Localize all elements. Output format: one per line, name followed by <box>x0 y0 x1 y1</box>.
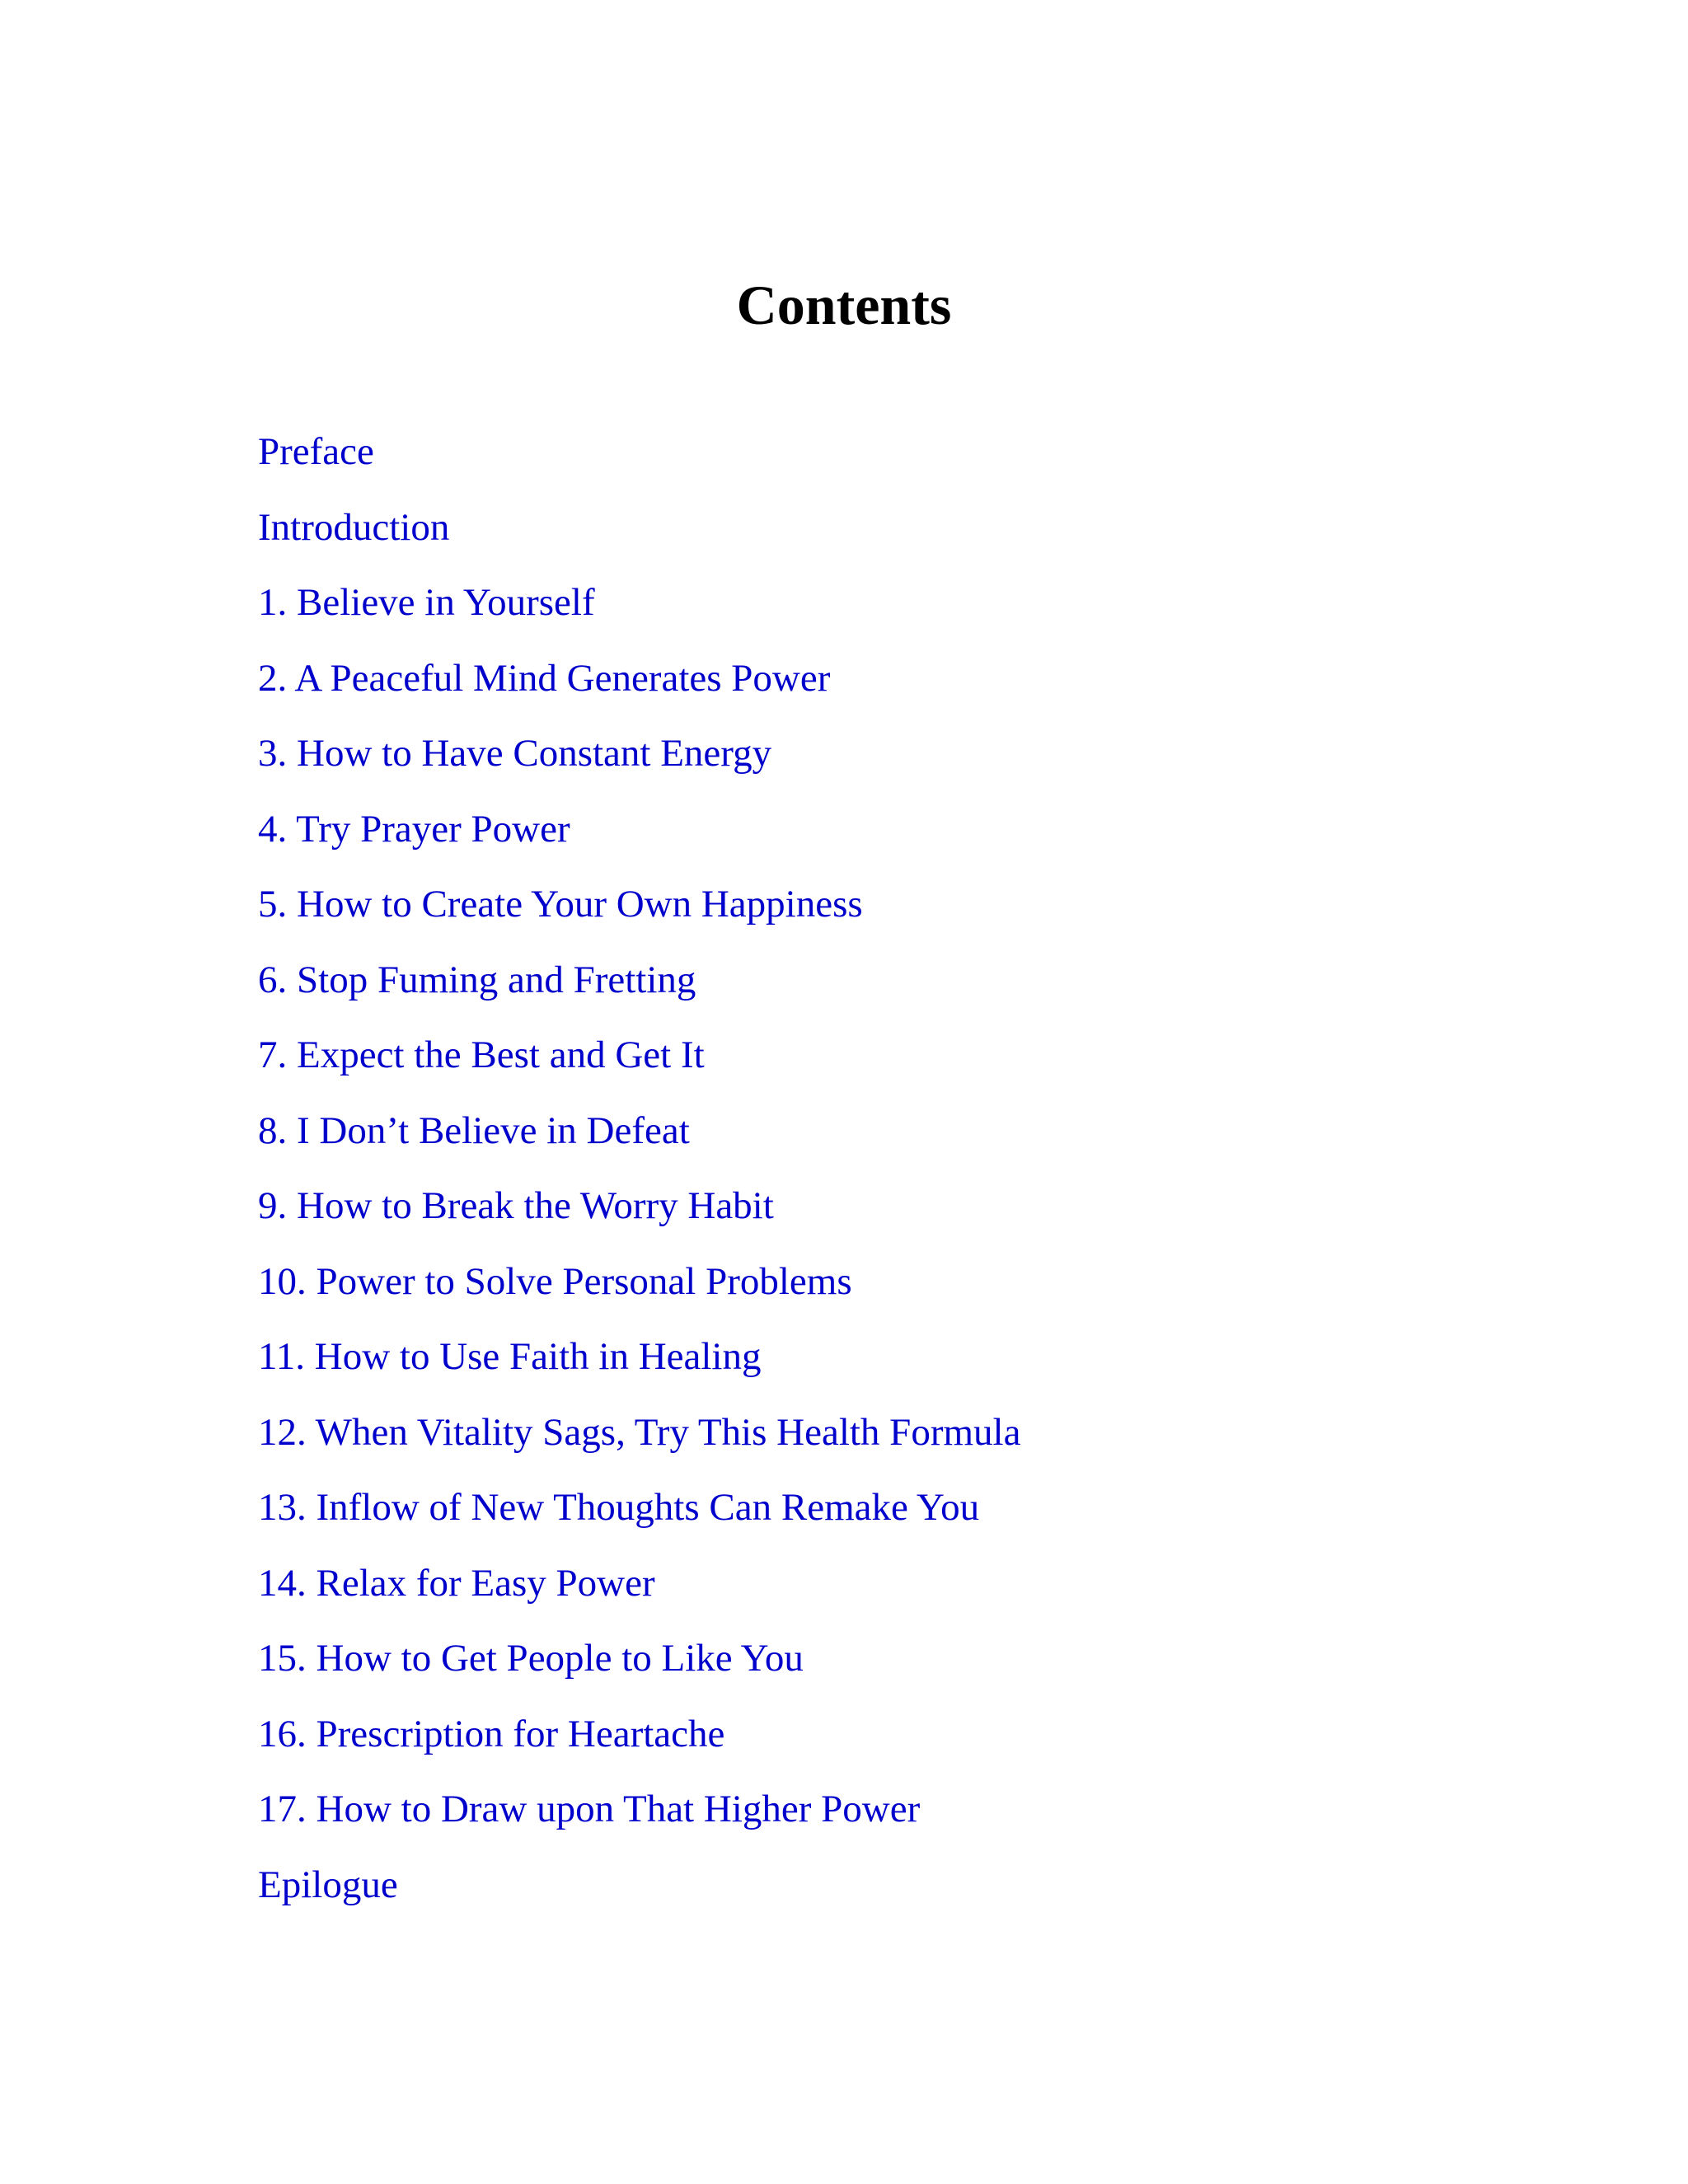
toc-link-chapter-6[interactable]: 6. Stop Fuming and Fretting <box>258 958 696 1001</box>
toc-item-chapter-1 <box>258 569 1020 645</box>
toc-item-introduction <box>258 494 1020 570</box>
toc-link-chapter-4[interactable]: 4. Try Prayer Power <box>258 807 570 851</box>
toc-link-chapter-16[interactable]: 16. Prescription for Heartache <box>258 1712 725 1755</box>
toc-link-chapter-12[interactable]: 12. When Vitality Sags, Try This Health Formula <box>258 1410 1021 1454</box>
page-title: Contents <box>736 274 952 336</box>
toc-item-chapter-11 <box>258 1324 1020 1399</box>
toc-item-preface <box>258 419 1020 494</box>
toc-item-chapter-5 <box>258 871 1020 947</box>
toc-item-epilogue <box>258 1852 1020 1928</box>
toc-link-chapter-5[interactable]: 5. How to Create Your Own Happiness <box>258 883 863 926</box>
toc-item-chapter-6 <box>258 947 1020 1023</box>
toc-link-chapter-11[interactable]: 11. How to Use Faith in Healing <box>258 1335 762 1378</box>
toc-link-epilogue[interactable]: Epilogue <box>258 1863 398 1906</box>
toc-item-chapter-15 <box>258 1625 1020 1701</box>
toc-link-preface[interactable]: Preface <box>258 430 374 473</box>
toc-item-chapter-3 <box>258 720 1020 796</box>
toc-item-chapter-8 <box>258 1098 1020 1174</box>
table-of-contents <box>258 419 1020 1927</box>
toc-item-chapter-7 <box>258 1022 1020 1098</box>
toc-item-chapter-4 <box>258 796 1020 872</box>
toc-item-chapter-9 <box>258 1173 1020 1249</box>
toc-link-chapter-17[interactable]: 17. How to Draw upon That Higher Power <box>258 1788 921 1830</box>
toc-link-chapter-15[interactable]: 15. How to Get People to Like You <box>258 1637 804 1680</box>
toc-link-chapter-2[interactable]: 2. A Peaceful Mind Generates Power <box>258 656 831 700</box>
toc-item-chapter-13 <box>258 1474 1020 1550</box>
toc-item-chapter-16 <box>258 1701 1020 1777</box>
toc-item-chapter-10 <box>258 1249 1020 1324</box>
toc-link-chapter-14[interactable]: 14. Relax for Easy Power <box>258 1561 655 1605</box>
toc-item-chapter-14 <box>258 1550 1020 1626</box>
toc-link-chapter-13[interactable]: 13. Inflow of New Thoughts Can Remake You <box>258 1486 980 1529</box>
toc-link-chapter-10[interactable]: 10. Power to Solve Personal Problems <box>258 1259 852 1303</box>
toc-link-chapter-9[interactable]: 9. How to Break the Worry Habit <box>258 1184 774 1227</box>
toc-item-chapter-2 <box>258 645 1020 721</box>
toc-link-chapter-3[interactable]: 3. How to Have Constant Energy <box>258 732 772 775</box>
toc-link-chapter-8[interactable]: 8. I Don’t Believe in Defeat <box>258 1108 690 1152</box>
toc-link-chapter-7[interactable]: 7. Expect the Best and Get It <box>258 1033 705 1076</box>
toc-link-chapter-1[interactable]: 1. Believe in Yourself <box>258 581 595 624</box>
toc-item-chapter-17 <box>258 1776 1020 1852</box>
toc-item-chapter-12 <box>258 1399 1020 1475</box>
toc-link-introduction[interactable]: Introduction <box>258 505 450 549</box>
